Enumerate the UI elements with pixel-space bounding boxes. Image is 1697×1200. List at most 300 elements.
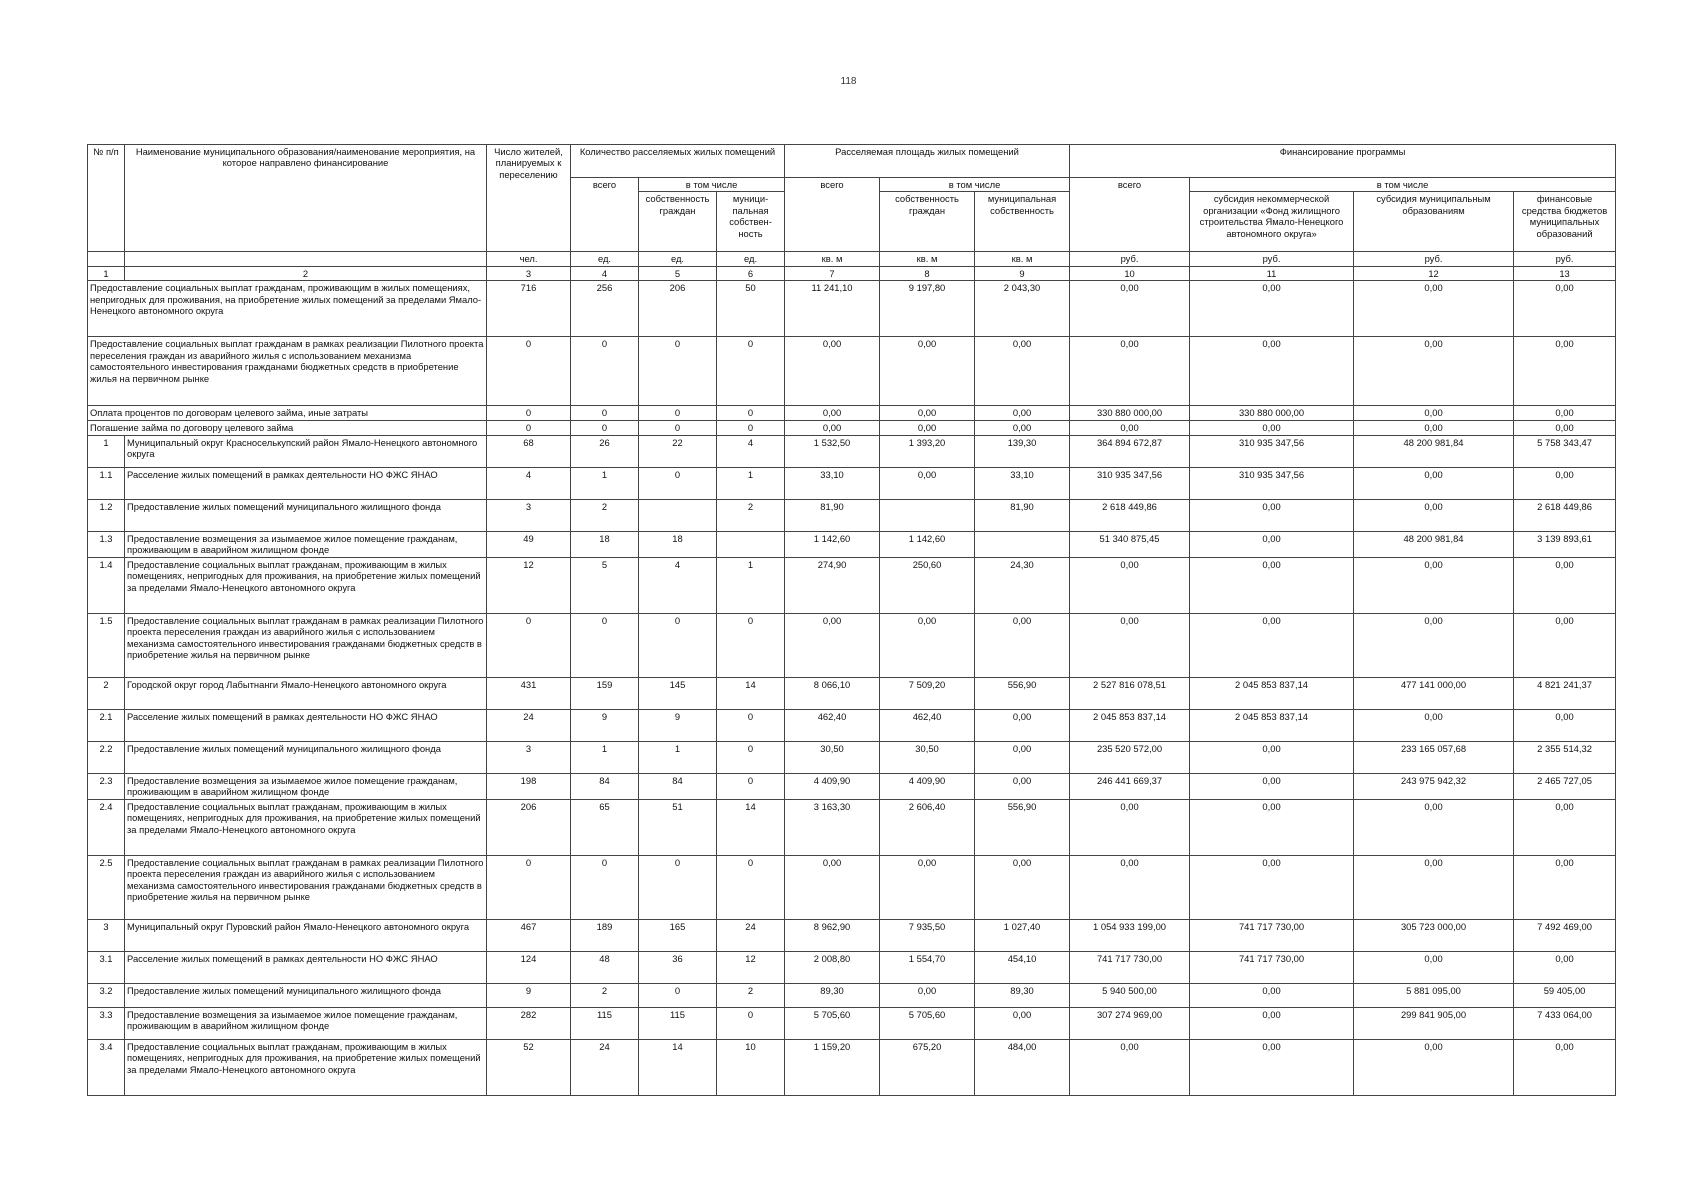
column-number: 12 [1354,266,1514,280]
value-cell: 5 [571,557,639,613]
value-cell: 0,00 [975,709,1070,741]
units-cell: ед. [717,252,785,266]
value-cell: 299 841 905,00 [1354,1007,1514,1039]
value-cell: 0,00 [785,421,880,435]
table-row [88,281,1616,337]
units-row [88,252,1616,266]
row-number: 2 [88,677,125,709]
value-cell: 206 [487,799,571,855]
value-cell: 14 [717,677,785,709]
value-cell: 159 [571,677,639,709]
table-row [88,1039,1616,1095]
units-cell: ед. [639,252,717,266]
column-number: 2 [125,266,487,280]
value-cell: 3 139 893,61 [1514,531,1616,557]
value-cell: 0,00 [785,337,880,406]
value-cell: 0,00 [1514,1039,1616,1095]
table-row [88,983,1616,1007]
row-number: 2.2 [88,741,125,773]
value-cell: 0,00 [1190,281,1354,337]
header-group-area: Расселяемая площадь жилых помещений [785,145,1070,178]
header-fin-subsidy-fund: субсидия некоммерческой организации «Фонд жилищного строительства Ямало-Ненецкого автономного округа» [1190,192,1354,252]
column-number: 9 [975,266,1070,280]
units-cell: кв. м [880,252,975,266]
value-cell: 282 [487,1007,571,1039]
value-cell: 1 532,50 [785,435,880,467]
value-cell: 0,00 [1354,613,1514,677]
row-label: Расселение жилых помещений в рамках деятельности НО ФЖС ЯНАО [125,467,487,499]
value-cell: 0 [639,855,717,919]
value-cell: 2 043,30 [975,281,1070,337]
header-area-total: всего [785,178,880,252]
value-cell: 30,50 [880,741,975,773]
value-cell: 0 [717,709,785,741]
value-cell: 0 [717,1007,785,1039]
header-col-name: Наименование муниципального образования/наименование мероприятия, на которое направлено финансирование [125,145,487,252]
row-label: Муниципальный округ Красноселькупский район Ямало-Ненецкого автономного округа [125,435,487,467]
row-label: Предоставление социальных выплат гражданам в рамках реализации Пилотного проекта переселения граждан из аварийного жилья с использованием механизма самостоятельного инвестирования гражданами бюджетных средств в приобретение жилья на первичном рынке [125,855,487,919]
table-row [88,709,1616,741]
value-cell: 8 066,10 [785,677,880,709]
value-cell: 0,00 [1514,467,1616,499]
header-area-owned: собственность граждан [880,192,975,252]
value-cell: 0,00 [975,855,1070,919]
row-number: 3.3 [88,1007,125,1039]
value-cell: 2 527 816 078,51 [1070,677,1190,709]
value-cell: 5 705,60 [785,1007,880,1039]
row-number: 2.1 [88,709,125,741]
value-cell: 48 [571,951,639,983]
value-cell: 0 [487,613,571,677]
value-cell: 0,00 [1190,799,1354,855]
table-row [88,435,1616,467]
value-cell: 0,00 [1190,499,1354,531]
value-cell: 0 [571,421,639,435]
value-cell: 0,00 [1190,613,1354,677]
value-cell: 2 [717,499,785,531]
value-cell: 7 433 064,00 [1514,1007,1616,1039]
row-label: Городской округ город Лабытнанги Ямало-Ненецкого автономного округа [125,677,487,709]
value-cell: 0,00 [880,613,975,677]
column-number: 10 [1070,266,1190,280]
value-cell: 1 [571,467,639,499]
value-cell: 0,00 [1070,557,1190,613]
header-group-rooms: Количество расселяемых жилых помещений [571,145,785,178]
value-cell: 198 [487,773,571,799]
value-cell: 4 821 241,37 [1514,677,1616,709]
value-cell: 4 [717,435,785,467]
value-cell: 477 141 000,00 [1354,677,1514,709]
value-cell: 51 340 875,45 [1070,531,1190,557]
value-cell: 4 409,90 [785,773,880,799]
page-number: 118 [840,76,857,87]
value-cell: 1 [717,467,785,499]
value-cell: 4 [639,557,717,613]
row-number: 1.5 [88,613,125,677]
units-cell: чел. [487,252,571,266]
row-label: Предоставление жилых помещений муниципального жилищного фонда [125,741,487,773]
value-cell: 0,00 [1190,531,1354,557]
units-cell: ед. [571,252,639,266]
value-cell: 0,00 [1354,951,1514,983]
value-cell: 0,00 [1354,1039,1514,1095]
row-label: Расселение жилых помещений в рамках деятельности НО ФЖС ЯНАО [125,709,487,741]
units-cell: руб. [1514,252,1616,266]
value-cell: 741 717 730,00 [1190,919,1354,951]
value-cell: 0,00 [880,337,975,406]
value-cell: 1 393,20 [880,435,975,467]
value-cell: 0,00 [1354,499,1514,531]
units-cell: руб. [1190,252,1354,266]
row-label: Предоставление социальных выплат гражданам в рамках реализации Пилотного проекта переселения граждан из аварийного жилья с использованием механизма самостоятельного инвестирования гражданами бюджетных средств в приобретение жилья на первичном рынке [125,613,487,677]
value-cell: 24 [717,919,785,951]
value-cell: 235 520 572,00 [1070,741,1190,773]
value-cell: 48 200 981,84 [1354,531,1514,557]
value-cell: 0,00 [1190,773,1354,799]
value-cell [717,531,785,557]
value-cell: 2 606,40 [880,799,975,855]
value-cell: 51 [639,799,717,855]
value-cell: 0,00 [1354,421,1514,435]
value-cell: 1 159,20 [785,1039,880,1095]
header-area-including: в том числе [880,178,1070,192]
table-row [88,951,1616,983]
value-cell: 49 [487,531,571,557]
value-cell: 0,00 [1190,421,1354,435]
value-cell: 9 [571,709,639,741]
row-number: 1.1 [88,467,125,499]
value-cell: 2 618 449,86 [1070,499,1190,531]
value-cell: 0,00 [1354,337,1514,406]
header-finance-including: в том числе [1190,178,1616,192]
value-cell: 2 [717,983,785,1007]
value-cell: 484,00 [975,1039,1070,1095]
value-cell: 3 [487,499,571,531]
value-cell: 2 045 853 837,14 [1190,709,1354,741]
value-cell: 0 [717,421,785,435]
value-cell: 0 [717,337,785,406]
header-rooms-municipal: муници-пальная собствен-ность [717,192,785,252]
value-cell: 2 [571,983,639,1007]
value-cell: 0 [717,741,785,773]
row-label: Предоставление жилых помещений муниципального жилищного фонда [125,499,487,531]
value-cell: 189 [571,919,639,951]
table-row [88,1007,1616,1039]
row-label: Расселение жилых помещений в рамках деятельности НО ФЖС ЯНАО [125,951,487,983]
value-cell: 84 [571,773,639,799]
row-label: Предоставление возмещения за изымаемое жилое помещение гражданам, проживающим в аварийном жилищном фонде [125,531,487,557]
value-cell: 0 [717,613,785,677]
value-cell: 11 241,10 [785,281,880,337]
value-cell: 741 717 730,00 [1190,951,1354,983]
value-cell: 246 441 669,37 [1070,773,1190,799]
row-number: 3.1 [88,951,125,983]
value-cell: 741 717 730,00 [1070,951,1190,983]
row-number: 2.5 [88,855,125,919]
table-row [88,499,1616,531]
row-number: 1.2 [88,499,125,531]
value-cell: 0,00 [1354,855,1514,919]
value-cell: 2 355 514,32 [1514,741,1616,773]
value-cell: 256 [571,281,639,337]
value-cell: 0 [639,406,717,421]
value-cell: 0,00 [1354,467,1514,499]
table-row [88,855,1616,919]
value-cell: 68 [487,435,571,467]
value-cell: 139,30 [975,435,1070,467]
value-cell: 22 [639,435,717,467]
value-cell: 2 008,80 [785,951,880,983]
value-cell: 0 [571,337,639,406]
value-cell: 0,00 [1354,557,1514,613]
header-col-no: № п/п [88,145,125,252]
value-cell: 9 [639,709,717,741]
header-group-finance: Финансирование программы [1070,145,1616,178]
row-number: 1.4 [88,557,125,613]
value-cell: 0,00 [1514,337,1616,406]
column-number: 1 [88,266,125,280]
value-cell: 0,00 [1514,421,1616,435]
value-cell: 0,00 [1190,337,1354,406]
value-cell: 0 [571,406,639,421]
value-cell: 1 [717,557,785,613]
value-cell: 0 [487,855,571,919]
value-cell: 0,00 [1070,855,1190,919]
value-cell: 454,10 [975,951,1070,983]
table-row [88,677,1616,709]
header-fin-budget: финансовые средства бюджетов муниципальных образований [1514,192,1616,252]
value-cell: 8 962,90 [785,919,880,951]
value-cell: 0,00 [880,855,975,919]
value-cell: 9 [487,983,571,1007]
value-cell: 65 [571,799,639,855]
value-cell: 0 [717,855,785,919]
value-cell: 0,00 [1514,855,1616,919]
value-cell: 50 [717,281,785,337]
value-cell: 2 [571,499,639,531]
value-cell: 0,00 [1354,281,1514,337]
table-row [88,919,1616,951]
value-cell: 1 [639,741,717,773]
value-cell: 0,00 [975,406,1070,421]
row-label: Предоставление социальных выплат гражданам в рамках реализации Пилотного проекта переселения граждан из аварийного жилья с использованием механизма самостоятельного инвестирования гражданами бюджетных средств в приобретение жилья на первичном рынке [88,337,487,406]
row-label: Предоставление социальных выплат гражданам, проживающим в жилых помещениях, непригодных для проживания, на приобретение жилых помещений за пределами Ямало-Ненецкого автономного округа [125,1039,487,1095]
value-cell: 556,90 [975,799,1070,855]
value-cell: 0,00 [1190,1007,1354,1039]
value-cell: 0 [639,421,717,435]
value-cell: 0,00 [1070,421,1190,435]
value-cell: 2 465 727,05 [1514,773,1616,799]
value-cell: 2 618 449,86 [1514,499,1616,531]
value-cell: 0,00 [1190,1039,1354,1095]
row-label: Предоставление социальных выплат гражданам, проживающим в жилых помещениях, непригодных для проживания, на приобретение жилых помещений за пределами Ямало-Ненецкого автономного округа [125,557,487,613]
value-cell: 7 509,20 [880,677,975,709]
value-cell: 307 274 969,00 [1070,1007,1190,1039]
value-cell: 0,00 [1514,557,1616,613]
value-cell: 0 [717,773,785,799]
value-cell: 0 [639,467,717,499]
column-number: 11 [1190,266,1354,280]
row-number: 3.4 [88,1039,125,1095]
header-rooms-including: в том числе [639,178,785,192]
value-cell: 1 054 933 199,00 [1070,919,1190,951]
header-row-1 [88,145,1616,178]
value-cell: 0,00 [1514,613,1616,677]
column-numbers-row [88,266,1616,280]
value-cell: 3 163,30 [785,799,880,855]
value-cell: 48 200 981,84 [1354,435,1514,467]
value-cell: 3 [487,741,571,773]
table-row [88,406,1616,421]
column-number: 13 [1514,266,1616,280]
row-label: Предоставление социальных выплат гражданам, проживающим в жилых помещениях, непригодных для проживания, на приобретение жилых помещений за пределами Ямало-Ненецкого автономного округа [88,281,487,337]
value-cell: 14 [717,799,785,855]
value-cell: 0,00 [785,855,880,919]
header-fin-subsidy-municipal: субсидия муниципальным образованиям [1354,192,1514,252]
value-cell: 24 [487,709,571,741]
value-cell: 2 045 853 837,14 [1070,709,1190,741]
value-cell: 0,00 [1354,406,1514,421]
value-cell: 0,00 [975,421,1070,435]
value-cell: 431 [487,677,571,709]
row-number: 3.2 [88,983,125,1007]
value-cell: 462,40 [785,709,880,741]
value-cell: 10 [717,1039,785,1095]
units-cell-blank [125,252,487,266]
header-col-residents: Число жителей, планируемых к переселению [487,145,571,252]
value-cell: 12 [487,557,571,613]
value-cell: 36 [639,951,717,983]
column-number: 5 [639,266,717,280]
value-cell: 0,00 [975,1007,1070,1039]
units-cell: руб. [1354,252,1514,266]
value-cell: 59 405,00 [1514,983,1616,1007]
row-number: 2.4 [88,799,125,855]
column-number: 3 [487,266,571,280]
value-cell: 18 [571,531,639,557]
value-cell: 0,00 [785,613,880,677]
value-cell: 0 [571,855,639,919]
value-cell: 33,10 [975,467,1070,499]
value-cell: 716 [487,281,571,337]
value-cell: 14 [639,1039,717,1095]
value-cell: 24 [571,1039,639,1095]
value-cell: 0 [487,337,571,406]
value-cell: 0 [717,406,785,421]
header-finance-total: всего [1070,178,1190,252]
units-cell: кв. м [785,252,880,266]
value-cell: 0,00 [1354,709,1514,741]
value-cell: 0,00 [1190,741,1354,773]
value-cell: 0,00 [880,406,975,421]
value-cell [639,499,717,531]
row-label: Предоставление возмещения за изымаемое жилое помещение гражданам, проживающим в аварийном жилищном фонде [125,1007,487,1039]
value-cell: 330 880 000,00 [1070,406,1190,421]
table-row [88,613,1616,677]
row-label: Погашение займа по договору целевого займа [88,421,487,435]
value-cell: 330 880 000,00 [1190,406,1354,421]
value-cell: 675,20 [880,1039,975,1095]
table-row [88,773,1616,799]
value-cell: 0 [639,613,717,677]
value-cell: 1 [571,741,639,773]
value-cell: 165 [639,919,717,951]
value-cell: 0,00 [1514,406,1616,421]
value-cell: 33,10 [785,467,880,499]
value-cell: 0,00 [880,983,975,1007]
value-cell: 0 [639,983,717,1007]
value-cell: 0 [487,406,571,421]
value-cell: 124 [487,951,571,983]
header-rooms-total: всего [571,178,639,252]
value-cell: 24,30 [975,557,1070,613]
value-cell: 5 758 343,47 [1514,435,1616,467]
value-cell: 145 [639,677,717,709]
value-cell: 0,00 [975,773,1070,799]
row-number: 1.3 [88,531,125,557]
table-row [88,531,1616,557]
value-cell: 30,50 [785,741,880,773]
value-cell: 7 492 469,00 [1514,919,1616,951]
header-rooms-owned: собственность граждан [639,192,717,252]
table-row [88,337,1616,406]
value-cell: 4 409,90 [880,773,975,799]
value-cell: 5 705,60 [880,1007,975,1039]
value-cell: 0,00 [1190,557,1354,613]
table-row [88,467,1616,499]
value-cell: 89,30 [975,983,1070,1007]
value-cell: 0,00 [1070,1039,1190,1095]
value-cell: 52 [487,1039,571,1095]
value-cell: 0,00 [1070,613,1190,677]
value-cell: 0,00 [1190,983,1354,1007]
row-label: Предоставление жилых помещений муниципального жилищного фонда [125,983,487,1007]
value-cell: 0,00 [1514,709,1616,741]
value-cell: 5 881 095,00 [1354,983,1514,1007]
value-cell: 18 [639,531,717,557]
column-number: 7 [785,266,880,280]
value-cell [975,531,1070,557]
value-cell: 1 027,40 [975,919,1070,951]
value-cell: 0,00 [1070,337,1190,406]
value-cell: 81,90 [785,499,880,531]
value-cell: 233 165 057,68 [1354,741,1514,773]
value-cell: 1 142,60 [880,531,975,557]
value-cell: 305 723 000,00 [1354,919,1514,951]
value-cell: 5 940 500,00 [1070,983,1190,1007]
value-cell [880,499,975,531]
value-cell: 310 935 347,56 [1190,435,1354,467]
value-cell: 0,00 [1190,855,1354,919]
value-cell: 115 [571,1007,639,1039]
row-label: Муниципальный округ Пуровский район Ямало-Ненецкого автономного округа [125,919,487,951]
value-cell: 467 [487,919,571,951]
value-cell: 84 [639,773,717,799]
value-cell: 0,00 [1070,799,1190,855]
value-cell: 81,90 [975,499,1070,531]
value-cell: 310 935 347,56 [1070,467,1190,499]
value-cell: 4 [487,467,571,499]
units-cell: кв. м [975,252,1070,266]
column-number: 6 [717,266,785,280]
value-cell: 26 [571,435,639,467]
row-label: Предоставление социальных выплат гражданам, проживающим в жилых помещениях, непригодных для проживания, на приобретение жилых помещений за пределами Ямало-Ненецкого автономного округа [125,799,487,855]
value-cell: 206 [639,281,717,337]
value-cell: 1 554,70 [880,951,975,983]
value-cell: 364 894 672,87 [1070,435,1190,467]
value-cell: 9 197,80 [880,281,975,337]
value-cell: 310 935 347,56 [1190,467,1354,499]
